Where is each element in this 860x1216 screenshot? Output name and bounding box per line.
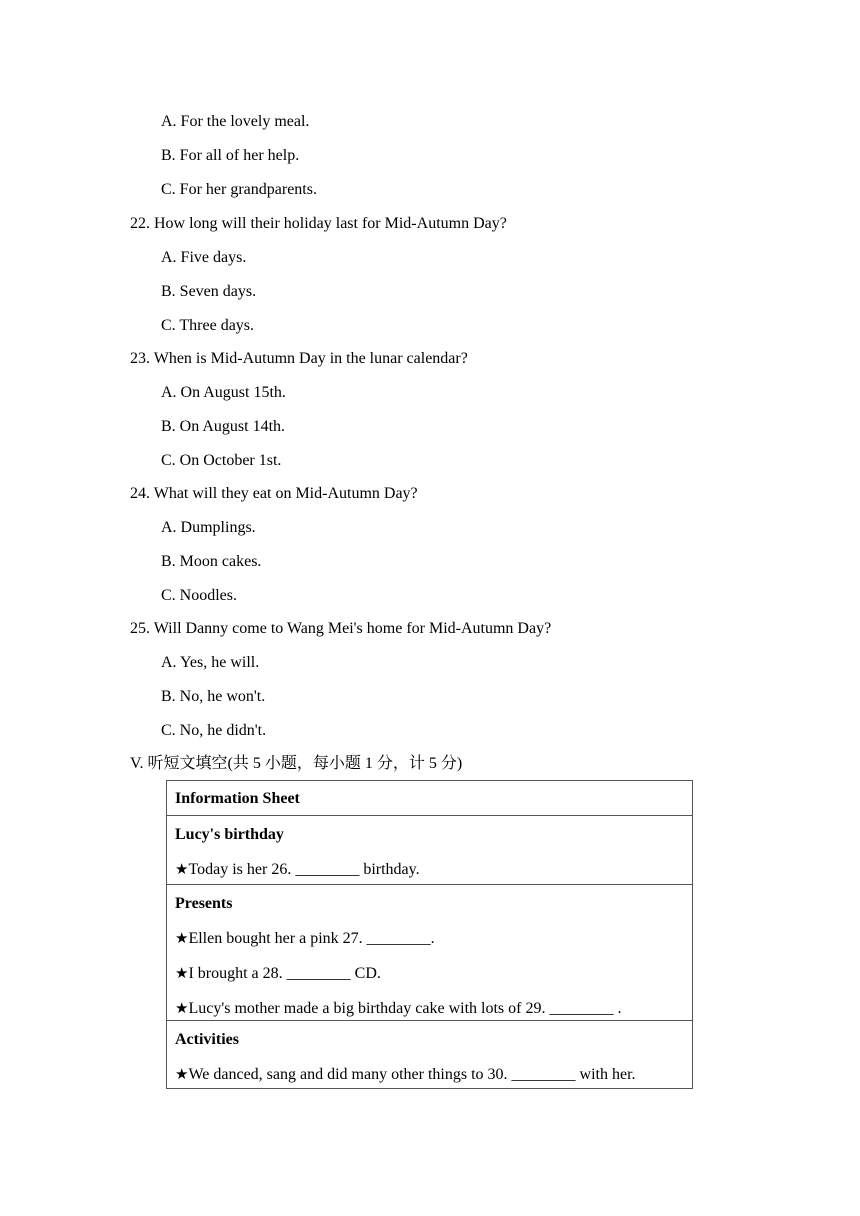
star-icon: ★ [175,964,189,982]
q24-option-c: C. Noodles. [161,587,237,604]
star-icon: ★ [175,999,189,1017]
q23-option-a: A. On August 15th. [161,384,286,401]
presents-line-28 [175,949,684,984]
star-icon: ★ [175,1065,189,1083]
q25-option-b: B. No, he won't. [161,688,266,705]
blank-27-text: Ellen bought her a pink 27. ________. [188,930,435,947]
birthday-line-26 [175,845,684,880]
presents-cell [167,885,693,1021]
q21-option-a: A. For the lovely meal. [161,113,310,130]
q22-option-b: B. Seven days. [161,283,257,300]
birthday-heading: Lucy's birthday [175,826,284,843]
activities-line-30 [175,1050,684,1085]
q24-option-a: A. Dumplings. [161,519,256,536]
information-sheet-table [166,780,693,1089]
q21-option-c: C. For her grandparents. [161,181,317,198]
q21-option-b: B. For all of her help. [161,147,300,164]
activities-cell [167,1021,693,1089]
sheet-title: Information Sheet [175,790,300,807]
star-icon: ★ [175,929,189,947]
sheet-title-cell [167,781,693,816]
presents-line-27 [175,914,684,949]
q22-stem: 22. How long will their holiday last for Mid-Autumn Day? [130,215,507,232]
q25-option-a: A. Yes, he will. [161,654,260,671]
q25-stem: 25. Will Danny come to Wang Mei's home for Mid-Autumn Day? [130,620,552,637]
section-v-heading: V. 听短文填空(共 5 小题，每小题 1 分，计 5 分) [130,755,463,772]
q25-option-c: C. No, he didn't. [161,722,267,739]
q24-stem: 24. What will they eat on Mid-Autumn Day? [130,485,418,502]
presents-heading: Presents [175,895,233,912]
blank-29-text: Lucy's mother made a big birthday cake with lots of 29. ________ . [188,1000,622,1017]
q23-option-b: B. On August 14th. [161,418,286,435]
q23-stem: 23. When is Mid-Autumn Day in the lunar calendar? [130,350,468,367]
q22-option-a: A. Five days. [161,249,247,266]
activities-heading: Activities [175,1031,239,1048]
blank-30-text: We danced, sang and did many other things to 30. ________ with her. [188,1066,636,1083]
blank-28-text: I brought a 28. ________ CD. [188,965,381,982]
q22-option-c: C. Three days. [161,317,255,334]
q24-option-b: B. Moon cakes. [161,553,262,570]
presents-line-29 [175,984,684,1019]
star-icon: ★ [175,860,189,878]
birthday-cell [167,816,693,885]
q23-option-c: C. On October 1st. [161,452,282,469]
blank-26-text: Today is her 26. ________ birthday. [188,861,420,878]
